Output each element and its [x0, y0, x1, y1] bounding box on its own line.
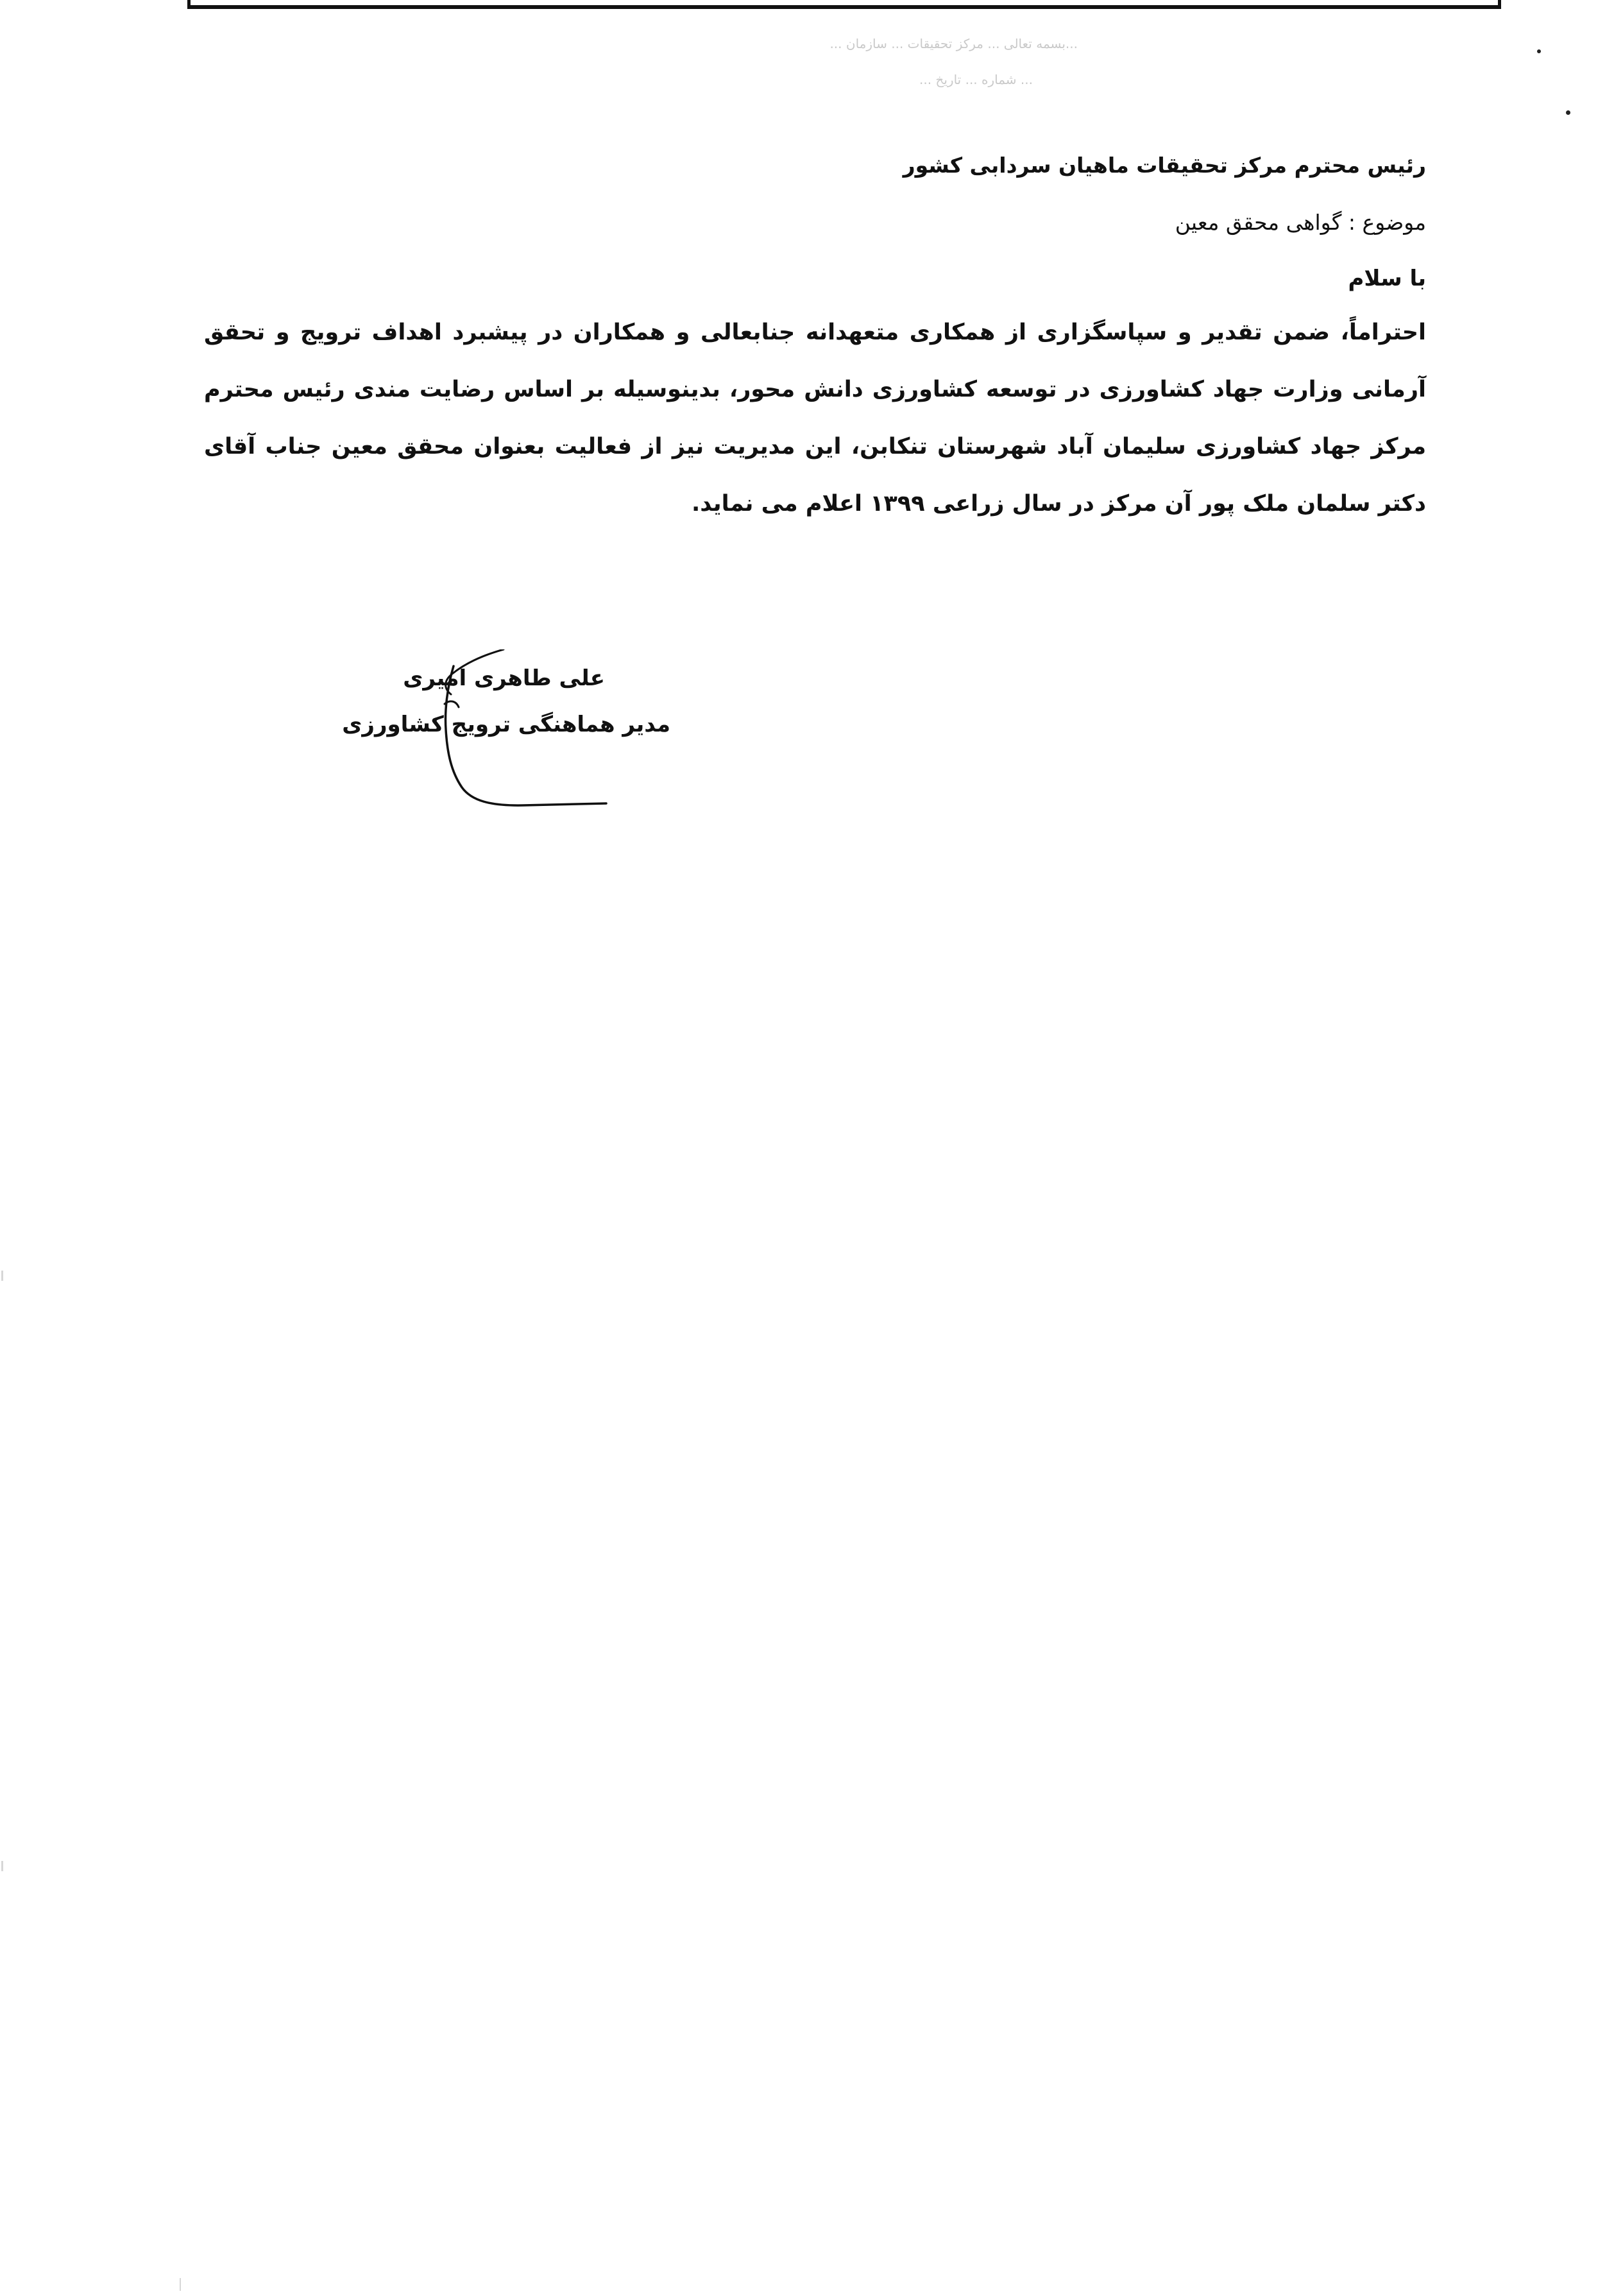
scan-speck [1, 1271, 3, 1281]
body-line: آرمانی وزارت جهاد کشاورزی در توسعه کشاورزی دانش محور، بدینوسیله بر اساس رضایت مندی رئیس محترم [204, 377, 1426, 402]
scan-speck [1537, 49, 1541, 53]
faint-header-line-2: ... شماره ... تاریخ ... [919, 72, 1033, 87]
letter-recipient: رئیس محترم مرکز تحقیقات ماهیان سردابی کشور [903, 153, 1426, 178]
signer-name: علی طاهری امیری [403, 665, 605, 691]
top-frame-border [187, 0, 1501, 9]
scan-speck [1566, 110, 1570, 115]
body-line: مرکز جهاد کشاورزی سلیمان آباد شهرستان تنکابن، این مدیریت نیز از فعالیت بعنوان محقق معین جناب آقای [204, 434, 1426, 459]
signer-role: مدیر هماهنگی ترویج کشاورزی [342, 712, 670, 737]
body-line: دکتر سلمان ملک پور آن مرکز در سال زراعی ۱۳۹۹ اعلام می نماید. [692, 491, 1426, 517]
body-line: احتراماً، ضمن تقدیر و سپاسگزاری از همکاری متعهدانه جنابعالی و همکاران در پیشبرد اهداف ترویج و تحقق [204, 320, 1426, 345]
letter-subject: موضوع : گواهی محقق معین [1175, 210, 1426, 235]
signature-block [337, 649, 670, 823]
letter-greeting: با سلام [1348, 266, 1426, 291]
letter-body [204, 304, 1426, 533]
faint-header-line-1: ...بسمه تعالی ... مرکز تحقیقات ... سازمان ... [829, 36, 1078, 51]
scan-speck [1, 1861, 3, 1871]
scan-speck [180, 2278, 181, 2291]
